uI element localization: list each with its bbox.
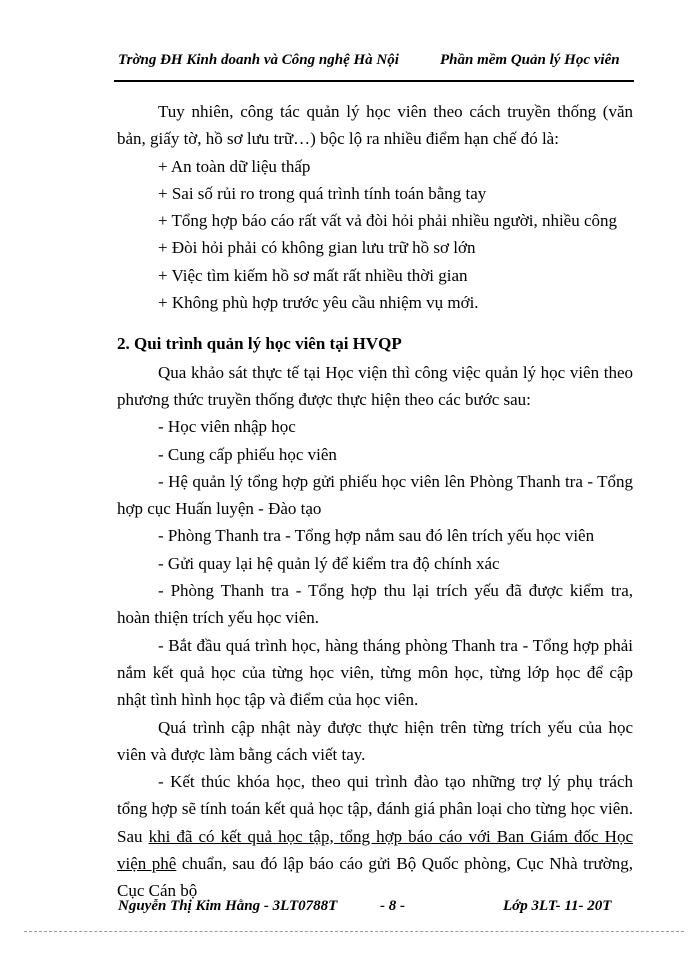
page-bottom-divider bbox=[24, 931, 684, 932]
final-step-underlined-text: khi đã có kết quả học tập, tổng hợp báo cáo với Ban Giám đốc Học viện phê bbox=[117, 826, 633, 874]
process-step: - Phòng Thanh tra - Tổng hợp thu lại trích yếu đã được kiểm tra, hoàn thiện trích yếu học viên. bbox=[117, 581, 633, 628]
limitation-item: + Tổng hợp báo cáo rất vất vả đòi hỏi phải nhiều người, nhiều công bbox=[158, 211, 618, 231]
section-intro-paragraph: Qua khảo sát thực tế tại Học viện thì công việc quản lý học viên theo phương thức truyền thống được thực hiện theo các bước sau: bbox=[117, 362, 633, 409]
final-step-paragraph bbox=[117, 768, 633, 904]
limitation-item: + An toàn dữ liệu thấp bbox=[158, 156, 311, 176]
limitation-item: + Đòi hỏi phải có không gian lưu trữ hồ sơ lớn bbox=[158, 238, 476, 258]
process-step: - Bắt đầu quá trình học, hàng tháng phòng Thanh tra - Tổng hợp phải nắm kết quả học của từng học viên, từng môn học, từng lớp học để cập nhật tình hình học tập và điểm của học viên. bbox=[117, 635, 633, 710]
final-step-text-start: - Kết thúc khóa học, theo qui trình đào tạo những trợ lý phụ trách tổng hợp sẽ tính toán kết quả học tập, đánh giá phân loại cho từng học viên. Sau bbox=[117, 772, 633, 846]
limitation-item: + Không phù hợp trước yêu cầu nhiệm vụ mới. bbox=[158, 293, 479, 313]
limitation-item: + Việc tìm kiếm hồ sơ mất rất nhiều thời gian bbox=[158, 265, 468, 285]
process-step: - Học viên nhập học bbox=[158, 417, 296, 437]
intro-paragraph: Tuy nhiên, công tác quản lý học viên theo cách truyền thống (văn bản, giấy tờ, hồ sơ lưu trữ…) bộc lộ ra nhiều điểm hạn chế đó là: bbox=[117, 102, 633, 149]
section-heading: 2. Qui trình quản lý học viên tại HVQP bbox=[117, 334, 402, 354]
limitation-item: + Sai số rủi ro trong quá trình tính toán bằng tay bbox=[158, 183, 487, 203]
footer-class: Lớp 3LT- 11- 20T bbox=[503, 898, 612, 914]
process-step: - Cung cấp phiếu học viên bbox=[158, 444, 337, 464]
header-divider bbox=[114, 80, 634, 82]
footer-author: Nguyễn Thị Kim Hằng - 3LT0788T bbox=[118, 898, 338, 914]
page-body bbox=[117, 98, 633, 905]
header-document-title: Phần mềm Quản lý Học viên bbox=[440, 52, 620, 68]
header-school-name: Trờng ĐH Kinh doanh và Công nghệ Hà Nội bbox=[118, 52, 399, 68]
process-step: - Hệ quản lý tổng hợp gửi phiếu học viên lên Phòng Thanh tra - Tổng hợp cục Huấn luyện - Đào tạo bbox=[117, 471, 633, 519]
page-footer bbox=[118, 898, 634, 915]
final-step-text-end: chuẩn, sau đó lập báo cáo gửi Bộ Quốc phòng, Cục Nhà trường, Cục Cán bộ bbox=[117, 854, 633, 901]
process-step: - Phòng Thanh tra - Tổng hợp nắm sau đó lên trích yếu học viên bbox=[158, 526, 595, 546]
page-header bbox=[118, 52, 638, 69]
page-number: - 8 - bbox=[380, 898, 405, 914]
update-paragraph: Quá trình cập nhật này được thực hiện trên từng trích yếu của học viên và được làm bằng cách viết tay. bbox=[117, 717, 633, 764]
process-step: - Gửi quay lại hệ quản lý để kiểm tra độ chính xác bbox=[158, 553, 500, 573]
